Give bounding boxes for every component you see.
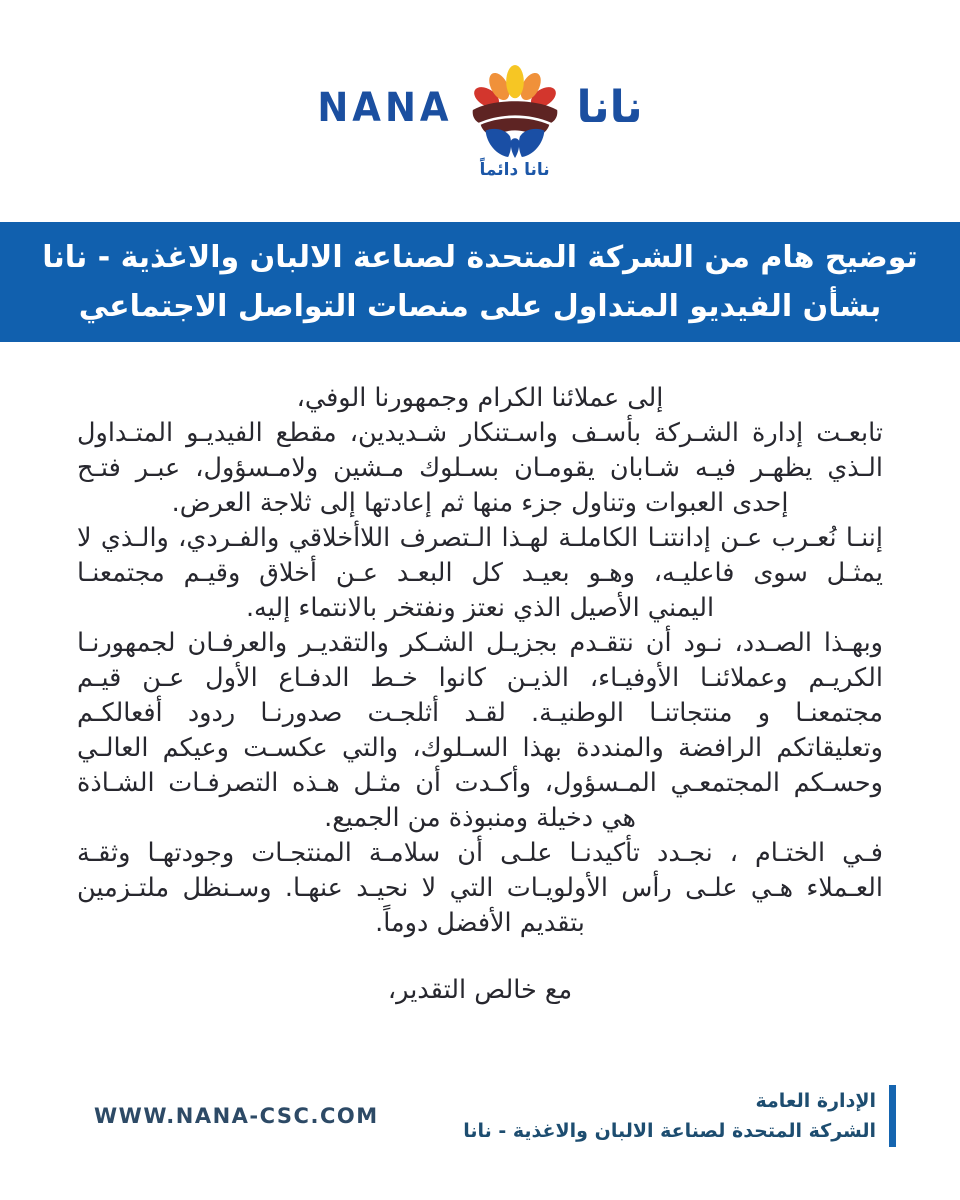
banner-title-line1: توضيح هام من الشركة المتحدة لصناعة الالبان والاغذية - نانا — [42, 240, 918, 275]
banner-title-line2: بشأن الفيديو المتداول على منصات التواصل الاجتماعي — [78, 289, 882, 324]
body-line: هي دخيلة ومنبوذة من الجميع. — [324, 803, 636, 833]
footer-signature-text — [463, 1086, 876, 1146]
body-line: إحدى العبوات وتناول جزء منها ثم إعادتها إلى ثلاجة العرض. — [171, 488, 789, 518]
body-line: العـملاء هـي علـى رأس الأولويـات التي لا نحيـد عنهـا. وسـنظل ملتـزمين — [77, 873, 883, 903]
footer-signature-block — [463, 1085, 896, 1147]
logo-emblem-column — [463, 62, 567, 180]
footer-department: الإدارة العامة — [755, 1090, 876, 1112]
nana-flower-icon — [463, 62, 567, 164]
body-line: وتعليقاتكم الرافضة والمنددة بهذا السـلوك، والتي عكسـت وعيكم العالـي — [77, 733, 883, 763]
body-line: اليمني الأصيل الذي نعتز ونفتخر بالانتماء إليه. — [245, 593, 715, 623]
logo-tagline: نانا دائماً — [479, 160, 550, 180]
body-line: بتقديم الأفضل دوماً. — [375, 908, 585, 938]
closing-salutation: مع خالص التقدير، — [387, 975, 573, 1005]
accent-bar — [889, 1085, 896, 1147]
statement-banner — [0, 222, 960, 342]
body-line: الـذي يظهـر فيـه شـابان يقومـان بسـلوك مـشين ولامـسؤول، عبـر فتـح — [77, 453, 883, 483]
body-line: مجتمعنـا و منتجاتنـا الوطنيـة. لقـد أثلجـت صدورنـا ردود أفعالكـم — [77, 698, 883, 728]
body-line: يمثـل سوى فاعليـه، وهـو بعيـد كل البعـد عـن أخلاق وقيـم مجتمعنـا — [77, 558, 883, 588]
salutation-line: إلى عملائنا الكرام وجمهورنا الوفي، — [296, 383, 664, 413]
body-line: وبهـذا الصـدد، نـود أن نتقـدم بجزيـل الشـكر والتقديـر والعرفـان لجمهورنـا — [77, 628, 883, 658]
body-line: تابعـت إدارة الشـركة بأسـف واسـتنكار شـديدين، مقطع الفيديـو المتـداول — [77, 418, 883, 448]
logo-latin-wordmark: NANA — [317, 83, 453, 131]
website-url[interactable]: WWW.NANA-CSC.COM — [94, 1104, 379, 1128]
body-line: فـي الختـام ، نجـدد تأكيدنـا علـى أن سلامـة المنتجـات وجودتهـا وثقـة — [77, 838, 883, 868]
body-line: الكريـم وعملائنـا الأوفيـاء، الذيـن كانوا خـط الدفـاع الأول عـن قيـم — [77, 663, 883, 693]
footer-company-name: الشركة المتحدة لصناعة الالبان والاغذية - نانا — [463, 1120, 876, 1142]
body-line: إننـا نُعـرب عـن إدانتنـا الكاملـة لهـذا الـتصرف اللاأخلاقي والفـردي، والـذي لا — [77, 523, 883, 553]
nana-logo — [0, 62, 960, 180]
footer — [0, 1076, 960, 1156]
statement-body — [77, 381, 883, 1008]
body-line: وحسـكم المجتمعـي المـسؤول، وأكـدت أن مثـل هـذه التصرفـات الشـاذة — [77, 768, 883, 798]
logo-arabic-wordmark: نانا — [576, 81, 643, 133]
